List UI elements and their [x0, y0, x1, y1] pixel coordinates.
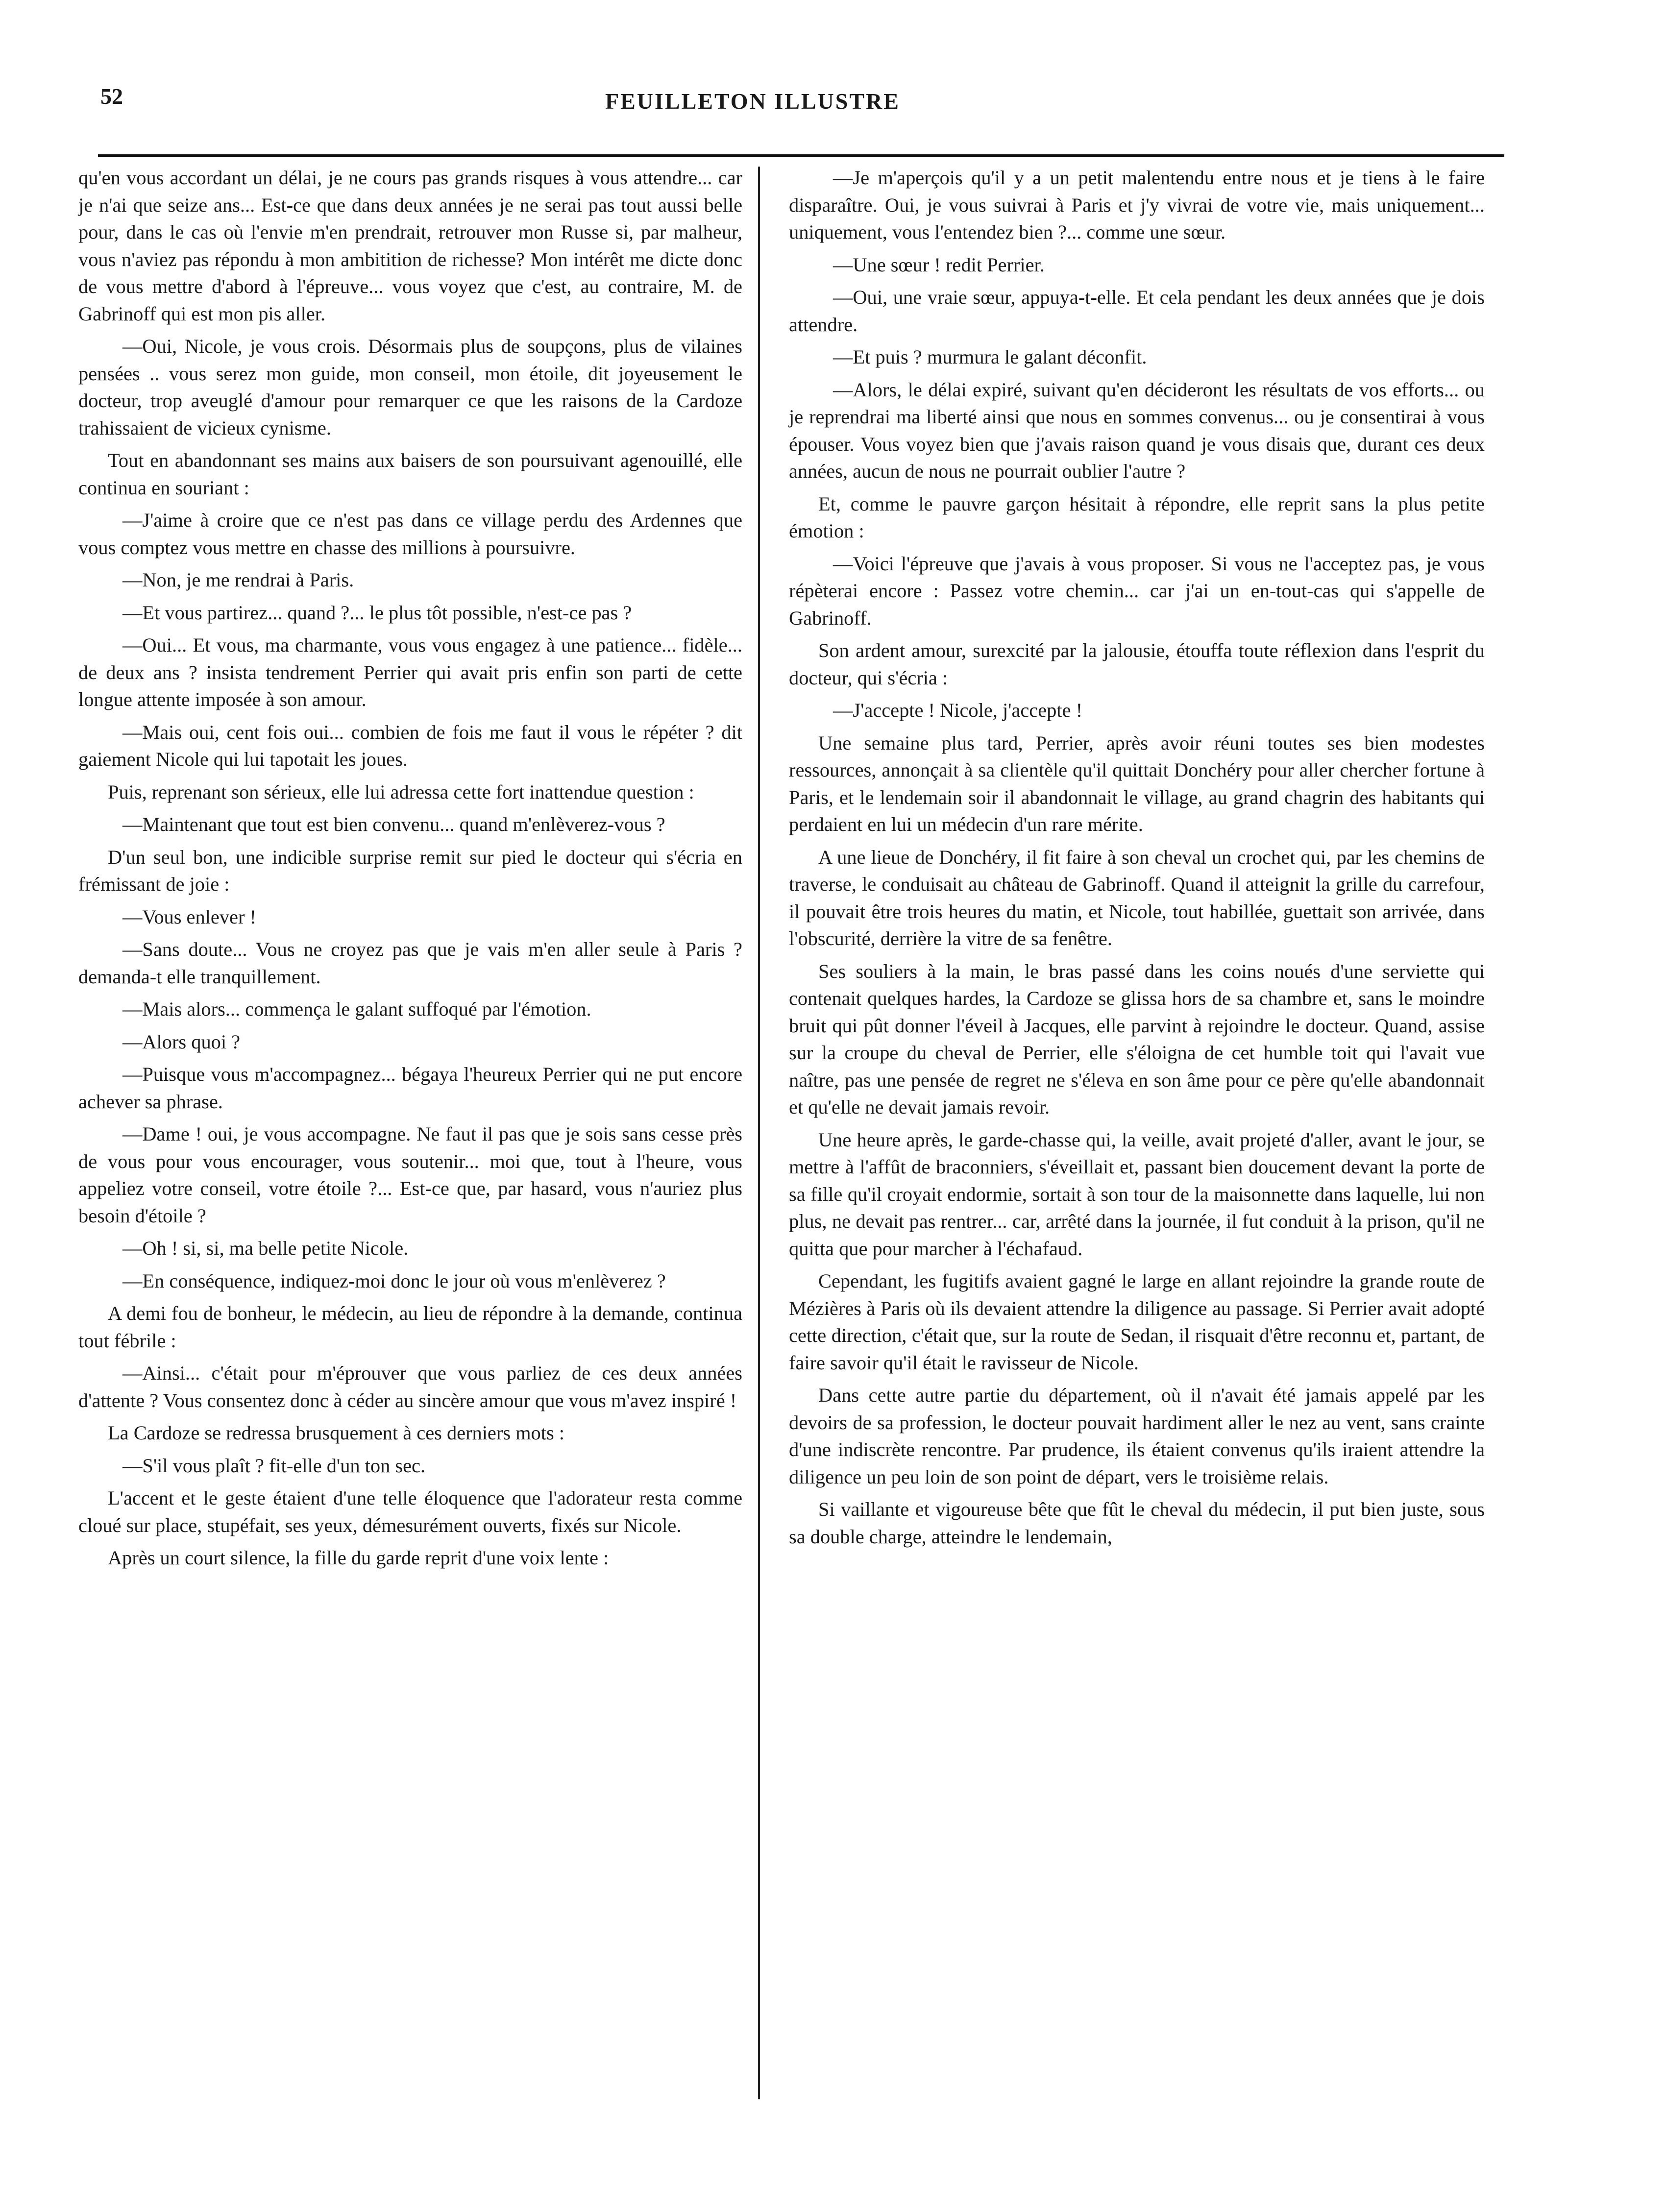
page-number: 52: [100, 84, 123, 109]
paragraph: —Je m'aperçois qu'il y a un petit malentendu entre nous et je tiens à le faire disparaître. Oui, je vous suivrai à Paris et j'y vivrai de votre vie, mais uniquement... uniquement, vous l'entendez bien ?... comme une sœur.: [789, 167, 1485, 243]
paragraph: A une lieue de Donchéry, il fit faire à son cheval un crochet qui, par les chemins de traverse, le conduisait au château de Gabrinoff. Quand il atteignit la grille du carrefour, il pouvait être trois heures du matin, et Nicole, tout habillée, guettait son arrivée, dans l'obscurité, derrière la vitre de sa fenêtre.: [789, 846, 1485, 949]
paragraph: —Oui, une vraie sœur, appuya-t-elle. Et cela pendant les deux années que je dois attendre.: [789, 286, 1485, 336]
paragraph: —Puisque vous m'accompagnez... bégaya l'heureux Perrier qui ne put encore achever sa phrase.: [78, 1063, 742, 1113]
paragraph: —J'aime à croire que ce n'est pas dans ce village perdu des Ardennes que vous comptez vous mettre en chasse des millions à poursuivre.: [78, 509, 742, 559]
paragraph: Son ardent amour, surexcité par la jalousie, étouffa toute réflexion dans l'esprit du docteur, qui s'écria :: [789, 639, 1485, 689]
paragraph: —Une sœur ! redit Perrier.: [833, 253, 1045, 276]
paragraph: La Cardoze se redressa brusquement à ces derniers mots :: [108, 1422, 565, 1444]
paragraph: —Mais alors... commença le galant suffoqué par l'émotion.: [122, 998, 591, 1020]
paragraph: Une heure après, le garde-chasse qui, la veille, avait projeté d'aller, avant le jour, se mettre à l'affût de braconniers, s'éveillait et, passant bien doucement devant la porte de sa fille qu'il croyait endormie, sortait à son tour de la maisonnette dans laquelle, lui non plus, ne devait pas rentrer... car, arrêté dans la journée, il fut conduit à la prison, qu'il ne quitta que pour marcher à l'échafaud.: [789, 1128, 1485, 1260]
paragraph: —Oui, Nicole, je vous crois. Désormais plus de soupçons, plus de vilaines pensées .. vous serez mon guide, mon conseil, mon étoile, dit joyeusement le docteur, trop aveuglé d'amour pour remarquer ce que les raisons de la Cardoze trahissaient de vicieux cynisme.: [78, 335, 742, 439]
paragraph: —Dame ! oui, je vous accompagne. Ne faut il pas que je sois sans cesse près de vous pour vous encourager, vous soutenir... moi que, tout à l'heure, vous appeliez votre conseil, votre étoile ?... Est-ce que, par hasard, vous n'auriez plus besoin d'étoile ?: [78, 1123, 742, 1227]
paragraph: —Oui... Et vous, ma charmante, vous vous engagez à une patience... fidèle... de deux ans ? insista tendrement Perrier qui avait pris enfin son parti de cette longue attente imposée à son amour.: [78, 634, 742, 710]
paragraph: L'accent et le geste étaient d'une telle éloquence que l'adorateur resta comme cloué sur place, stupéfait, ses yeux, démesurément ouverts, fixés sur Nicole.: [78, 1487, 742, 1536]
paragraph: —Ainsi... c'était pour m'éprouver que vous parliez de ces deux années d'attente ? Vous consentez donc à céder au sincère amour que vous m'avez inspiré !: [78, 1362, 742, 1411]
header-rule: [98, 154, 1504, 157]
paragraph: D'un seul bon, une indicible surprise remit sur pied le docteur qui s'écria en frémissant de joie :: [78, 846, 742, 895]
paragraph: —Alors, le délai expiré, suivant qu'en décideront les résultats de vos efforts... ou je reprendrai ma liberté ainsi que nous en sommes convenus... ou je consentirai à vous épouser. Vous voyez bien que j'avais raison quand je vous disais que, durant ces deux années, aucun de nous ne pourrait oublier l'autre ?: [789, 378, 1485, 482]
paragraph: —J'accepte ! Nicole, j'accepte !: [833, 699, 1083, 721]
paragraph: Cependant, les fugitifs avaient gagné le large en allant rejoindre la grande route de Mézières à Paris où ils devaient attendre la diligence au passage. Si Perrier avait adopté cette direction, c'était que, sur la route de Sedan, il risquait d'être reconnu et, partant, de faire savoir qu'il était le ravisseur de Nicole.: [789, 1270, 1485, 1374]
paragraph: qu'en vous accordant un délai, je ne cours pas grands risques à vous attendre... car je n'ai que seize ans... Est-ce que dans deux années je ne serai pas tout aussi belle pour, dans le cas où l'envie m'en prendrait, retrouver mon Russe si, par malheur, vous n'aviez pas répondu à mon ambitition de richesse? Mon intérêt me dicte donc de vous mettre d'abord à l'épreuve... vous voyez que c'est, au contraire, M. de Gabrinoff qui est mon pis aller.: [78, 167, 742, 325]
column-divider: [758, 167, 760, 2099]
paragraph: —Non, je me rendrai à Paris.: [122, 569, 354, 591]
paragraph: Tout en abandonnant ses mains aux baisers de son poursuivant agenouillé, elle continua en souriant :: [78, 449, 742, 499]
paragraph: —Vous enlever !: [122, 905, 256, 928]
paragraph: Dans cette autre partie du département, où il n'avait été jamais appelé par les devoirs de sa profession, le docteur pouvait hardiment aller le nez au vent, sans crainte d'une indiscrète rencontre. Par prudence, ils étaient convenus qu'ils iraient attendre la diligence un peu loin de son point de départ, vers le troisième relais.: [789, 1384, 1485, 1488]
paragraph: Après un court silence, la fille du garde reprit d'une voix lente :: [108, 1547, 609, 1569]
paragraph: —S'il vous plaît ? fit-elle d'un ton sec.: [122, 1454, 426, 1477]
paragraph: Une semaine plus tard, Perrier, après avoir réuni toutes ses bien modestes ressources, annonçait à sa clientèle qu'il quittait Donchéry pour aller chercher fortune à Paris, et le lendemain soir il abandonnait le village, au grand chagrin des habitants qui perdaient en lui un médecin d'un rare mérite.: [789, 731, 1485, 835]
paragraph: —Et vous partirez... quand ?... le plus tôt possible, n'est-ce pas ?: [122, 601, 632, 624]
paragraph: —Alors quoi ?: [122, 1030, 241, 1053]
running-title: FEUILLETON ILLUSTRE: [605, 89, 900, 114]
paragraph: —Maintenant que tout est bien convenu... quand m'enlèverez-vous ?: [122, 813, 665, 835]
paragraph: Et, comme le pauvre garçon hésitait à répondre, elle reprit sans la plus petite émotion :: [789, 492, 1485, 542]
paragraph: —Et puis ? murmura le galant déconfit.: [833, 346, 1147, 368]
left-column: [78, 164, 742, 1577]
paragraph: —Voici l'épreuve que j'avais à vous proposer. Si vous ne l'acceptez pas, je vous répèterai encore : Passez votre chemin... car j'ai un en-tout-cas qui s'appelle de Gabrinoff.: [789, 552, 1485, 629]
page-header: [100, 83, 1502, 127]
paragraph: A demi fou de bonheur, le médecin, au lieu de répondre à la demande, continua tout fébrile :: [78, 1302, 742, 1352]
paragraph: Ses souliers à la main, le bras passé dans les coins noués d'une serviette qui contenait quelques hardes, la Cardoze se glissa hors de sa chambre et, sans le moindre bruit qui pût donner l'éveil à Jacques, elle parvint à rejoindre le docteur. Quand, assise sur la croupe du cheval de Perrier, elle s'éloigna de cet humble toit qui l'avait vue naître, pas une pensée de regret ne s'éleva en son âme pour ce père qu'elle abandonnait et qu'elle ne devait jamais revoir.: [789, 960, 1485, 1118]
paragraph: —Oh ! si, si, ma belle petite Nicole.: [122, 1237, 409, 1259]
paragraph: —Sans doute... Vous ne croyez pas que je vais m'en aller seule à Paris ? demanda-t elle tranquillement.: [78, 938, 742, 988]
paragraph: Puis, reprenant son sérieux, elle lui adressa cette fort inattendue question :: [108, 780, 694, 803]
right-column: [789, 164, 1485, 1556]
paragraph: Si vaillante et vigoureuse bête que fût le cheval du médecin, il put bien juste, sous sa double charge, atteindre le lendemain,: [789, 1498, 1485, 1548]
paragraph: —Mais oui, cent fois oui... combien de fois me faut il vous le répéter ? dit gaiement Nicole qui lui tapotait les joues.: [78, 721, 742, 770]
paragraph: —En conséquence, indiquez-moi donc le jour où vous m'enlèverez ?: [122, 1269, 666, 1292]
